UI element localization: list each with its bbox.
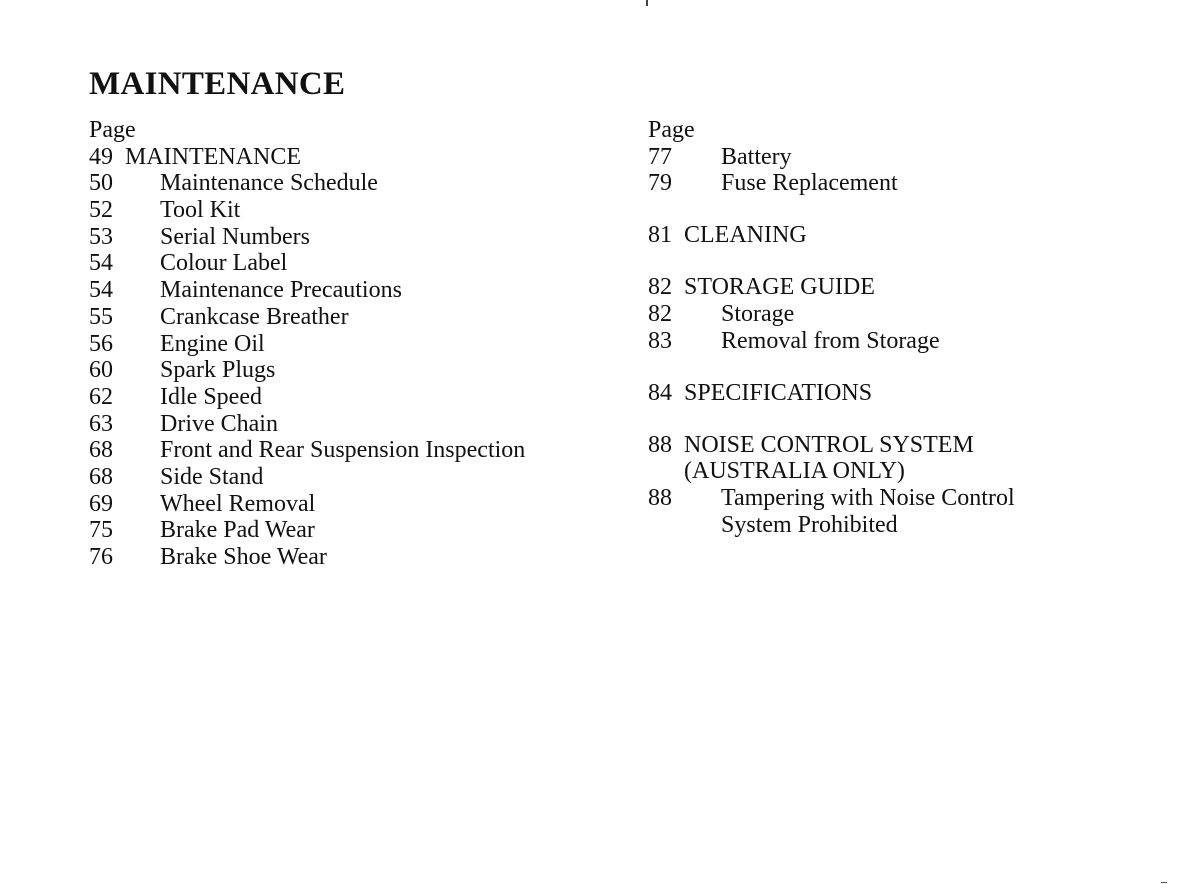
toc-section-title: SPECIFICATIONS [684, 379, 873, 406]
toc-entry [89, 304, 609, 331]
toc-entry-title: Removal from Storage [721, 327, 940, 354]
toc-entry [89, 437, 609, 464]
toc-entry-title-line2: System Prohibited [721, 511, 898, 538]
toc-page-number: 83 [648, 327, 672, 354]
page-title: MAINTENANCE [89, 66, 346, 102]
toc-page-number: 88 [648, 431, 672, 458]
toc-page-number: 79 [648, 170, 672, 197]
toc-entry [89, 331, 609, 358]
toc-section-title: NOISE CONTROL SYSTEM [684, 431, 974, 458]
toc-entry [89, 170, 609, 197]
spacer [648, 354, 1168, 379]
toc-entry-title: Side Stand [160, 463, 264, 490]
toc-entry-title: Tampering with Noise Control [721, 485, 1015, 512]
toc-left-column [89, 117, 609, 571]
toc-entry [89, 144, 609, 171]
toc-entry [648, 274, 1168, 301]
toc-entry [648, 144, 1168, 171]
toc-section-title: MAINTENANCE [125, 143, 301, 170]
toc-page-number: 69 [89, 490, 113, 517]
toc-entry-title: Battery [721, 143, 792, 170]
toc-page-number: 82 [648, 301, 672, 328]
toc-section-title-line2: (AUSTRALIA ONLY) [684, 458, 905, 485]
toc-page-number: 60 [89, 357, 113, 384]
toc-right-column [648, 117, 1168, 538]
toc-entry [89, 384, 609, 411]
toc-entry [89, 544, 609, 571]
toc-entry-title: Crankcase Breather [160, 303, 349, 330]
toc-page-number: 62 [89, 383, 113, 410]
toc-entry [89, 517, 609, 544]
toc-entry-title: Brake Shoe Wear [160, 544, 327, 570]
scan-mark [646, 0, 648, 6]
spacer [648, 249, 1168, 274]
toc-entry-title: Maintenance Schedule [160, 170, 378, 197]
toc-entry [89, 250, 609, 277]
toc-page-number: 75 [89, 517, 113, 544]
toc-entry [648, 222, 1168, 249]
toc-entry-title: Serial Numbers [160, 223, 310, 250]
toc-entry-title: Engine Oil [160, 330, 265, 357]
toc-page-number: 55 [89, 303, 113, 330]
toc-page-number: 68 [89, 437, 113, 464]
toc-page-number: 63 [89, 410, 113, 437]
toc-page-number: 49 [89, 143, 113, 170]
toc-page-number: 82 [648, 274, 672, 301]
page-column-header: Page [89, 117, 136, 143]
toc-entry [89, 277, 609, 304]
toc-entry [89, 464, 609, 491]
toc-entry-title: Brake Pad Wear [160, 517, 315, 544]
toc-entry-title: Fuse Replacement [721, 170, 898, 197]
toc-entry-continuation [648, 458, 1168, 485]
toc-page-number: 53 [89, 223, 113, 250]
spacer [648, 197, 1168, 222]
toc-entry-title: Storage [721, 301, 795, 328]
toc-entry [89, 411, 609, 438]
toc-entry [89, 224, 609, 251]
toc-entry-title: Front and Rear Suspension Inspection [160, 437, 526, 464]
spacer [648, 406, 1168, 431]
toc-entry-continuation [648, 512, 1168, 539]
toc-entry [648, 432, 1168, 459]
toc-entry-title: Wheel Removal [160, 490, 316, 517]
toc-page-number: 54 [89, 277, 113, 304]
toc-page-number: 81 [648, 222, 672, 249]
toc-entry [648, 380, 1168, 407]
toc-page-number: 50 [89, 170, 113, 197]
toc-entry [648, 301, 1168, 328]
toc-page-number: 84 [648, 379, 672, 406]
scan-mark [1161, 882, 1167, 883]
toc-page-number: 54 [89, 250, 113, 277]
toc-entry [89, 491, 609, 518]
toc-entry-title: Colour Label [160, 250, 288, 277]
toc-page-number: 77 [648, 143, 672, 170]
toc-entry-title: Maintenance Precautions [160, 277, 402, 304]
toc-entry [648, 328, 1168, 355]
toc-entry-title: Tool Kit [160, 197, 241, 224]
toc-section-title: STORAGE GUIDE [684, 274, 875, 301]
toc-entry [648, 485, 1168, 512]
toc-page-number: 88 [648, 485, 672, 512]
toc-entry-title: Spark Plugs [160, 357, 276, 384]
toc-entry-title: Drive Chain [160, 410, 278, 437]
toc-page-number: 52 [89, 197, 113, 224]
toc-page-number: 68 [89, 463, 113, 490]
toc-page-number: 56 [89, 330, 113, 357]
toc-entry [648, 170, 1168, 197]
toc-entry-title: Idle Speed [160, 383, 262, 410]
toc-page-number: 76 [89, 544, 113, 570]
page-column-header: Page [648, 117, 695, 143]
toc-entry [89, 197, 609, 224]
toc-section-title: CLEANING [684, 222, 807, 249]
toc-entry [89, 357, 609, 384]
